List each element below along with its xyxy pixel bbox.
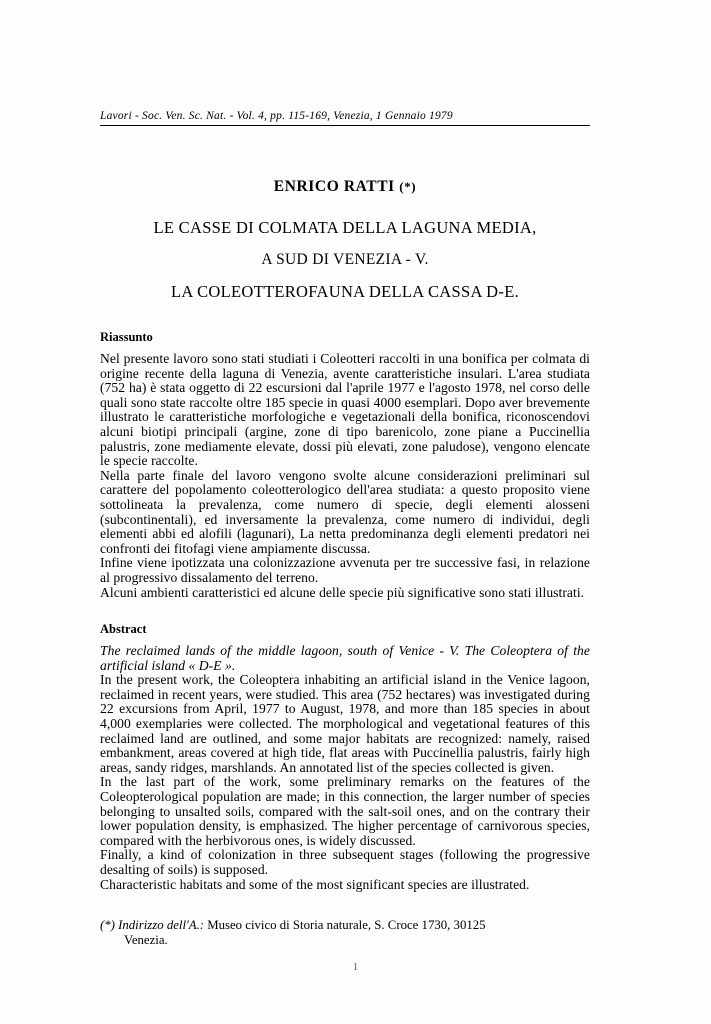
footnote-text-2: Venezia. xyxy=(124,933,168,948)
abstract-paragraph-4: Characteristic habitats and some of the most significant species are illustrated. xyxy=(100,876,530,892)
abstract-paragraph-3: Finally, a kind of colonization in three subsequent stages (following the progressive desalting of soils) is supposed. xyxy=(100,847,590,877)
running-head: Lavori - Soc. Ven. Sc. Nat. - Vol. 4, pp. 115-169, Venezia, 1 Gennaio 1979 xyxy=(100,110,453,122)
author-footnote-mark: (*) xyxy=(399,179,417,194)
page-content xyxy=(100,110,590,948)
riassunto-paragraph-1: Nel presente lavoro sono stati studiati i Coleotteri raccolti in una bonifica per colmata di origine recente della laguna di Venezia, avente caratteristiche insulari. L'area studiata (752 ha) è stata oggetto di 22 escursioni dal l'aprile 1977 e l'agosto 1978, nel corso delle quali sono state raccolte oltre 185 specie in quasi 4000 esemplari. Dopo aver brevemente illustrato le caratteristiche morfologiche e vegetazionali della bonifica, riconoscendovi alcuni biotipi principali (argine, zone di tipo barenicolo, zone piane a Puccinellia palustris, zone mediamente elevate, dossi più elevati, zone paludose), vengono elencate le specie raccolte. xyxy=(100,351,590,469)
article-title-line-3: LA COLEOTTEROFAUNA DELLA CASSA D-E. xyxy=(171,282,519,301)
abstract-paragraph-1: In the present work, the Coleoptera inhabiting an artificial island in the Venice lagoon, reclaimed in recent years, were studied. This area (752 hectares) was investigated during 22 excursions from April, 1977 to August, 1978, and more than 185 species in about 4,000 exemplaries were collected. The morphological and vegetational features of this reclaimed land are outlined, and some major habitats are recognized: namely, raised embankment, areas covered at high tide, flat areas with Puccinellia palustris, fairly high areas, sandy ridges, marshlands. An annotated list of the species collected is given. xyxy=(100,672,590,775)
riassunto-heading: Riassunto xyxy=(100,330,153,344)
footnote-label: Indirizzo dell'A.: xyxy=(118,918,205,933)
page-folio: 1 xyxy=(353,962,358,973)
article-author xyxy=(100,178,590,196)
article-title-line-1: LE CASSE DI COLMATA DELLA LAGUNA MEDIA, xyxy=(153,218,537,237)
abstract-paragraph-2: In the last part of the work, some preliminary remarks on the features of the Coleopterological population are made; in this connection, the larger number of species belonging to unsalted soils, compared with the salt-soil ones, and on the contrary their lower population density, is emphasized. The higher percentage of carnivorous species, compared with the herbivorous ones, is widely discussed. xyxy=(100,774,590,848)
footnote-text: Museo civico di Storia naturale, S. Croce 1730, 30125 xyxy=(207,918,486,933)
header-rule xyxy=(100,125,590,126)
footnote-mark: (*) xyxy=(100,918,115,933)
riassunto-paragraph-3: Infine viene ipotizzata una colonizzazione avvenuta per tre successive fasi, in relazione al progressivo dissalamento del terreno. xyxy=(100,555,590,585)
author-address-footnote xyxy=(100,918,590,948)
riassunto-paragraph-2: Nella parte finale del lavoro vengono svolte alcune considerazioni preliminari sul carattere del popolamento coleotterologico dell'area studiata: a questo proposito viene sottolineata la prevalenza, come numero di specie, degli elementi alosseni (subcontinentali), ed inversamente la prevalenza, come numero di individui, degli elementi abbi ed alofili (lagunari), La netta predominanza degli elementi predatori nei confronti dei fitofagi viene ampiamente discussa. xyxy=(100,467,590,556)
author-name: ENRICO RATTI xyxy=(273,178,395,195)
riassunto-paragraph-4: Alcuni ambienti caratteristici ed alcune delle specie più significative sono stati illustrati. xyxy=(100,584,585,600)
article-title-line-2: A SUD DI VENEZIA - V. xyxy=(261,251,429,268)
abstract-title: The reclaimed lands of the middle lagoon, south of Venice - V. The Coleoptera of the artificial island « D-E ». xyxy=(100,643,590,673)
abstract-heading: Abstract xyxy=(100,622,147,637)
